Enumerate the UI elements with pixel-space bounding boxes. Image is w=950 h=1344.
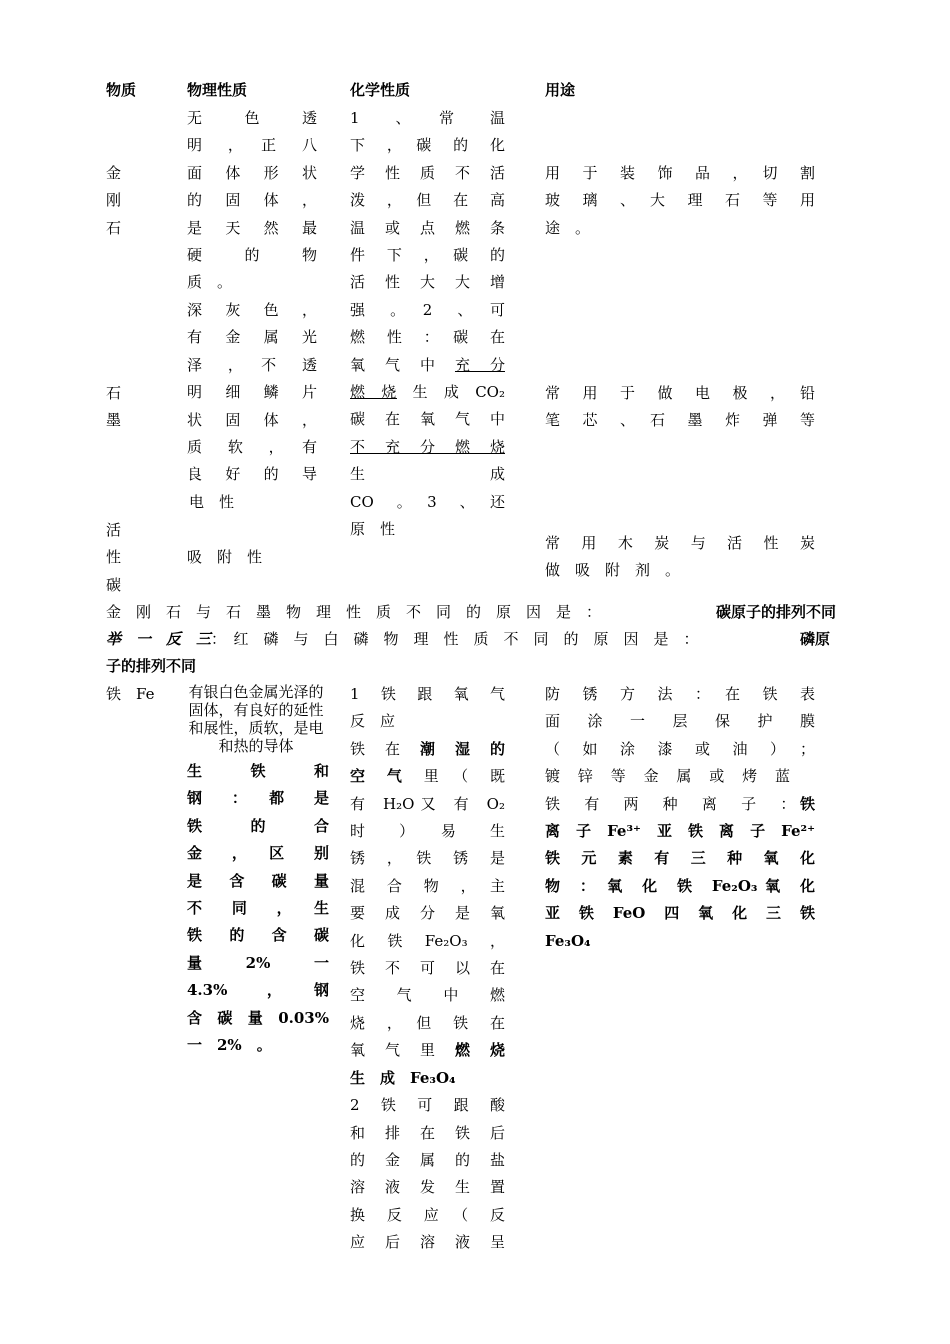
iron-use: 防 锈 方 法 ： 在 铁 表 面 涂 一 层 保 护 膜 （ 如 涂 漆 或 油 ） ； 镀 锌 等 金 属 或 烤 蓝 铁 有 两 种 离 子 ：铁 离 子 Fe³⁺ 亚 铁 离 子 Fe²⁺ 铁 元 素 有 三 种 氧 化 物 ： 氧 化 铁 Fe₂O₃ 氧 化 亚 铁 FeO 四 氧 化 三 铁 Fe₃O₄ <box>545 685 815 950</box>
iron-steel-note: 生 铁 和 钢 ： 都 是 铁 的 合 金 ， 区 别 是 含 碳 量 不 同 ， 生 铁 的 含 碳 量 2% 一 4.3% ， 钢 含 碳 量 0.03% 一 2% 。 <box>187 762 329 1055</box>
carbon-chem-line-10: 氧 气 中 充 分 <box>350 355 505 374</box>
header-substance: 物质 <box>106 81 137 99</box>
iron-chemical: 1 铁 跟 氧 气 反 应 铁 在 潮 湿 的 空 气 里 （ 既 有 H₂O 又 有 O₂ 时 ） 易 生 锈 ， 铁 锈 是 混 合 物 ， 主 要 成 分 是 氧 化 铁 Fe₂O₃ ， 铁 不 可 以 在 空 气 中 燃 烧 ， 但 铁 在 氧 气 里 燃 烧 生 成 Fe₃O₄ 2 铁 可 跟 酸 和 排 在 铁 后 的 金 属 的 盐 溶 液 发 生 置 换 反 应 （ 反 应 后 溶 液 呈 <box>350 685 505 1252</box>
graphite-physical: 深 灰 色 ， 有 金 属 光 泽 ， 不 透 明 细 鳞 片 状 固 体 ， 质 软 ， 有 良 好 的 导 电 性 <box>187 301 317 511</box>
activated-carbon-physical: 吸 附 性 <box>187 548 263 566</box>
iron-name: 铁 Fe <box>106 685 155 703</box>
diamond-use: 用 于 装 饰 品 ， 切 割 玻 璃 、 大 理 石 等 用 途 。 <box>545 164 815 237</box>
iron-physical: 有银白色金属光泽的 固体，有良好的延性 和展性，质软，是电 和热的导体 <box>188 683 324 755</box>
activated-carbon-name: 活 性 碳 <box>106 521 122 594</box>
header-chemical: 化学性质 <box>350 81 411 99</box>
carbon-chemical: 1 、 常 温 下 ， 碳 的 化 学 性 质 不 活 泼 ， 但 在 高 温 或 点 燃 条 件 下 ， 碳 的 活 性 大 大 增 强 。 2 、 可 燃 性 ： 碳 在 氧 气 中 充 分 燃 烧 生 成 CO₂ 碳 在 氧 气 中 不 充 分 燃 烧 生 成 CO 。 3 、 还 原 性 <box>350 109 505 539</box>
activated-carbon-use: 常 用 木 炭 与 活 性 炭 做 吸 附 剂 。 <box>545 534 815 580</box>
analogy-line: 举 一 反 三： 红 磷 与 白 磷 物 理 性 质 不 同 的 原 因 是 ： 磷原 <box>106 630 830 648</box>
reason-line: 金 刚 石 与 石 墨 物 理 性 质 不 同 的 原 因 是 ： 碳原子的排列不同 <box>106 603 836 621</box>
graphite-use: 常 用 于 做 电 极 ， 铅 笔 芯 、 石 墨 炸 弹 等 <box>545 384 815 430</box>
graphite-name: 石 墨 <box>106 384 122 430</box>
diamond-physical: 无 色 透 明 ， 正 八 面 体 形 状 的 固 体 ， 是 天 然 最 硬 的 物 质 。 <box>187 109 317 292</box>
header-use: 用途 <box>545 81 576 99</box>
diamond-name: 金 刚 石 <box>106 164 122 237</box>
header-physical: 物理性质 <box>187 81 248 99</box>
analogy-answer-cont: 子的排列不同 <box>106 658 197 675</box>
carbon-chem-line-11: 燃 烧 生 成 CO₂ <box>350 383 505 402</box>
